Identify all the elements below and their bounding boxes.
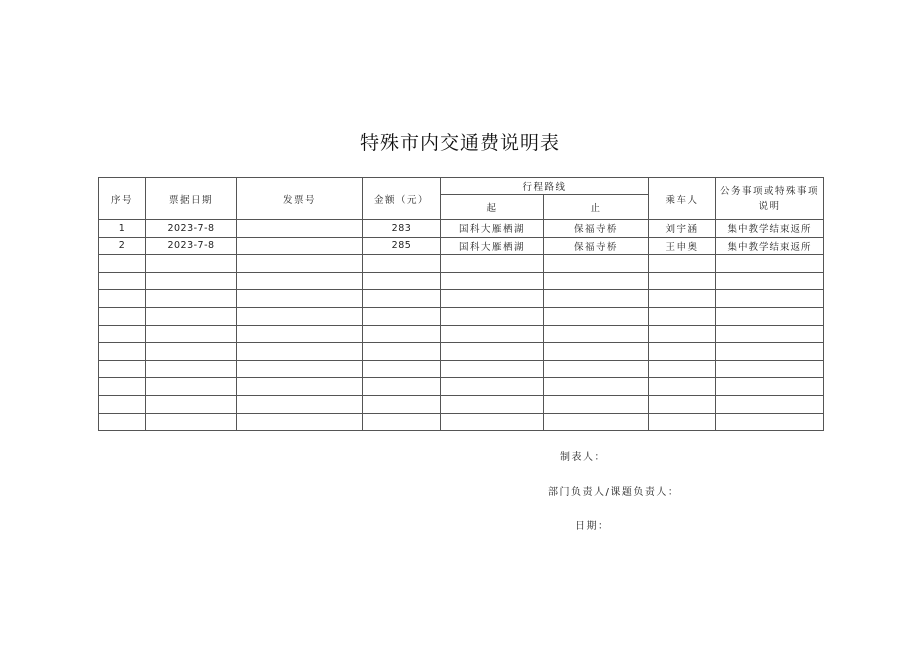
cell-to: 保福寺桥 <box>544 237 649 255</box>
cell-date <box>146 255 237 273</box>
dept-head-label: 部门负责人/课题负责人： <box>548 487 680 498</box>
cell-from: 国科大雁栖湖 <box>441 237 544 255</box>
cell-date <box>146 325 237 343</box>
header-date: 票据日期 <box>146 178 237 220</box>
cell-remark <box>716 325 824 343</box>
table-row <box>99 360 824 378</box>
cell-date <box>146 395 237 413</box>
cell-to <box>544 290 649 308</box>
cell-remark <box>716 272 824 290</box>
cell-seq <box>99 255 146 273</box>
cell-remark <box>716 307 824 325</box>
cell-amount <box>363 360 441 378</box>
cell-invoice <box>237 378 363 396</box>
table-row <box>99 395 824 413</box>
cell-seq <box>99 272 146 290</box>
cell-passenger <box>649 395 716 413</box>
maker-label: 制表人： <box>560 452 606 463</box>
table-row <box>99 220 824 238</box>
cell-from: 国科大雁栖湖 <box>441 220 544 238</box>
table-row <box>99 272 824 290</box>
cell-date <box>146 360 237 378</box>
cell-seq <box>99 360 146 378</box>
cell-amount <box>363 413 441 431</box>
cell-seq <box>99 378 146 396</box>
cell-date <box>146 343 237 361</box>
cell-to <box>544 378 649 396</box>
cell-invoice <box>237 325 363 343</box>
cell-passenger: 刘宇涵 <box>649 220 716 238</box>
cell-amount <box>363 395 441 413</box>
cell-from <box>441 255 544 273</box>
cell-seq: 2 <box>99 237 146 255</box>
cell-invoice <box>237 237 363 255</box>
cell-amount <box>363 290 441 308</box>
cell-from <box>441 290 544 308</box>
cell-to <box>544 255 649 273</box>
cell-from <box>441 272 544 290</box>
cell-passenger <box>649 255 716 273</box>
cell-seq <box>99 413 146 431</box>
table-row <box>99 237 824 255</box>
cell-invoice <box>237 395 363 413</box>
cell-from <box>441 378 544 396</box>
cell-from <box>441 307 544 325</box>
cell-invoice <box>237 290 363 308</box>
cell-seq <box>99 343 146 361</box>
cell-invoice <box>237 255 363 273</box>
cell-date <box>146 272 237 290</box>
cell-seq <box>99 290 146 308</box>
cell-invoice <box>237 220 363 238</box>
header-route: 行程路线 <box>441 178 649 195</box>
cell-remark <box>716 413 824 431</box>
cell-passenger <box>649 378 716 396</box>
expense-table <box>98 177 824 431</box>
cell-remark <box>716 360 824 378</box>
cell-passenger: 王申奥 <box>649 237 716 255</box>
table-row <box>99 307 824 325</box>
cell-remark <box>716 343 824 361</box>
cell-from <box>441 395 544 413</box>
cell-date: 2023-7-8 <box>146 220 237 238</box>
cell-passenger <box>649 307 716 325</box>
cell-from <box>441 343 544 361</box>
cell-amount: 285 <box>363 237 441 255</box>
cell-remark <box>716 395 824 413</box>
cell-date: 2023-7-8 <box>146 237 237 255</box>
cell-to <box>544 413 649 431</box>
cell-passenger <box>649 360 716 378</box>
cell-invoice <box>237 413 363 431</box>
cell-date <box>146 307 237 325</box>
table-row <box>99 325 824 343</box>
table-row <box>99 255 824 273</box>
cell-amount <box>363 378 441 396</box>
cell-amount <box>363 255 441 273</box>
table-row <box>99 378 824 396</box>
cell-remark <box>716 255 824 273</box>
header-route-to: 止 <box>544 195 649 220</box>
header-invoice: 发票号 <box>237 178 363 220</box>
cell-to <box>544 325 649 343</box>
date-label: 日期： <box>575 521 610 532</box>
cell-seq: 1 <box>99 220 146 238</box>
cell-seq <box>99 395 146 413</box>
cell-seq <box>99 325 146 343</box>
cell-amount <box>363 325 441 343</box>
cell-to <box>544 343 649 361</box>
cell-remark <box>716 290 824 308</box>
cell-remark: 集中教学结束返所 <box>716 237 824 255</box>
cell-invoice <box>237 343 363 361</box>
cell-amount: 283 <box>363 220 441 238</box>
cell-amount <box>363 343 441 361</box>
header-remark: 公务事项或特殊事项说明 <box>716 178 824 220</box>
cell-seq <box>99 307 146 325</box>
table-row <box>99 413 824 431</box>
cell-remark: 集中教学结束返所 <box>716 220 824 238</box>
cell-amount <box>363 272 441 290</box>
cell-to <box>544 360 649 378</box>
cell-from <box>441 325 544 343</box>
table-row <box>99 343 824 361</box>
cell-remark <box>716 378 824 396</box>
cell-from <box>441 360 544 378</box>
cell-to <box>544 307 649 325</box>
cell-to: 保福寺桥 <box>544 220 649 238</box>
cell-passenger <box>649 413 716 431</box>
cell-date <box>146 413 237 431</box>
cell-amount <box>363 307 441 325</box>
cell-invoice <box>237 360 363 378</box>
table-row <box>99 290 824 308</box>
cell-passenger <box>649 290 716 308</box>
cell-to <box>544 395 649 413</box>
header-row-1 <box>99 178 824 195</box>
header-seq: 序号 <box>99 178 146 220</box>
document-title: 特殊市内交通费说明表 <box>359 132 560 154</box>
header-amount: 金额（元） <box>363 178 441 220</box>
cell-passenger <box>649 272 716 290</box>
header-route-from: 起 <box>441 195 544 220</box>
header-passenger: 乘车人 <box>649 178 716 220</box>
cell-passenger <box>649 343 716 361</box>
cell-invoice <box>237 307 363 325</box>
cell-invoice <box>237 272 363 290</box>
cell-passenger <box>649 325 716 343</box>
cell-date <box>146 378 237 396</box>
cell-to <box>544 272 649 290</box>
cell-date <box>146 290 237 308</box>
cell-from <box>441 413 544 431</box>
